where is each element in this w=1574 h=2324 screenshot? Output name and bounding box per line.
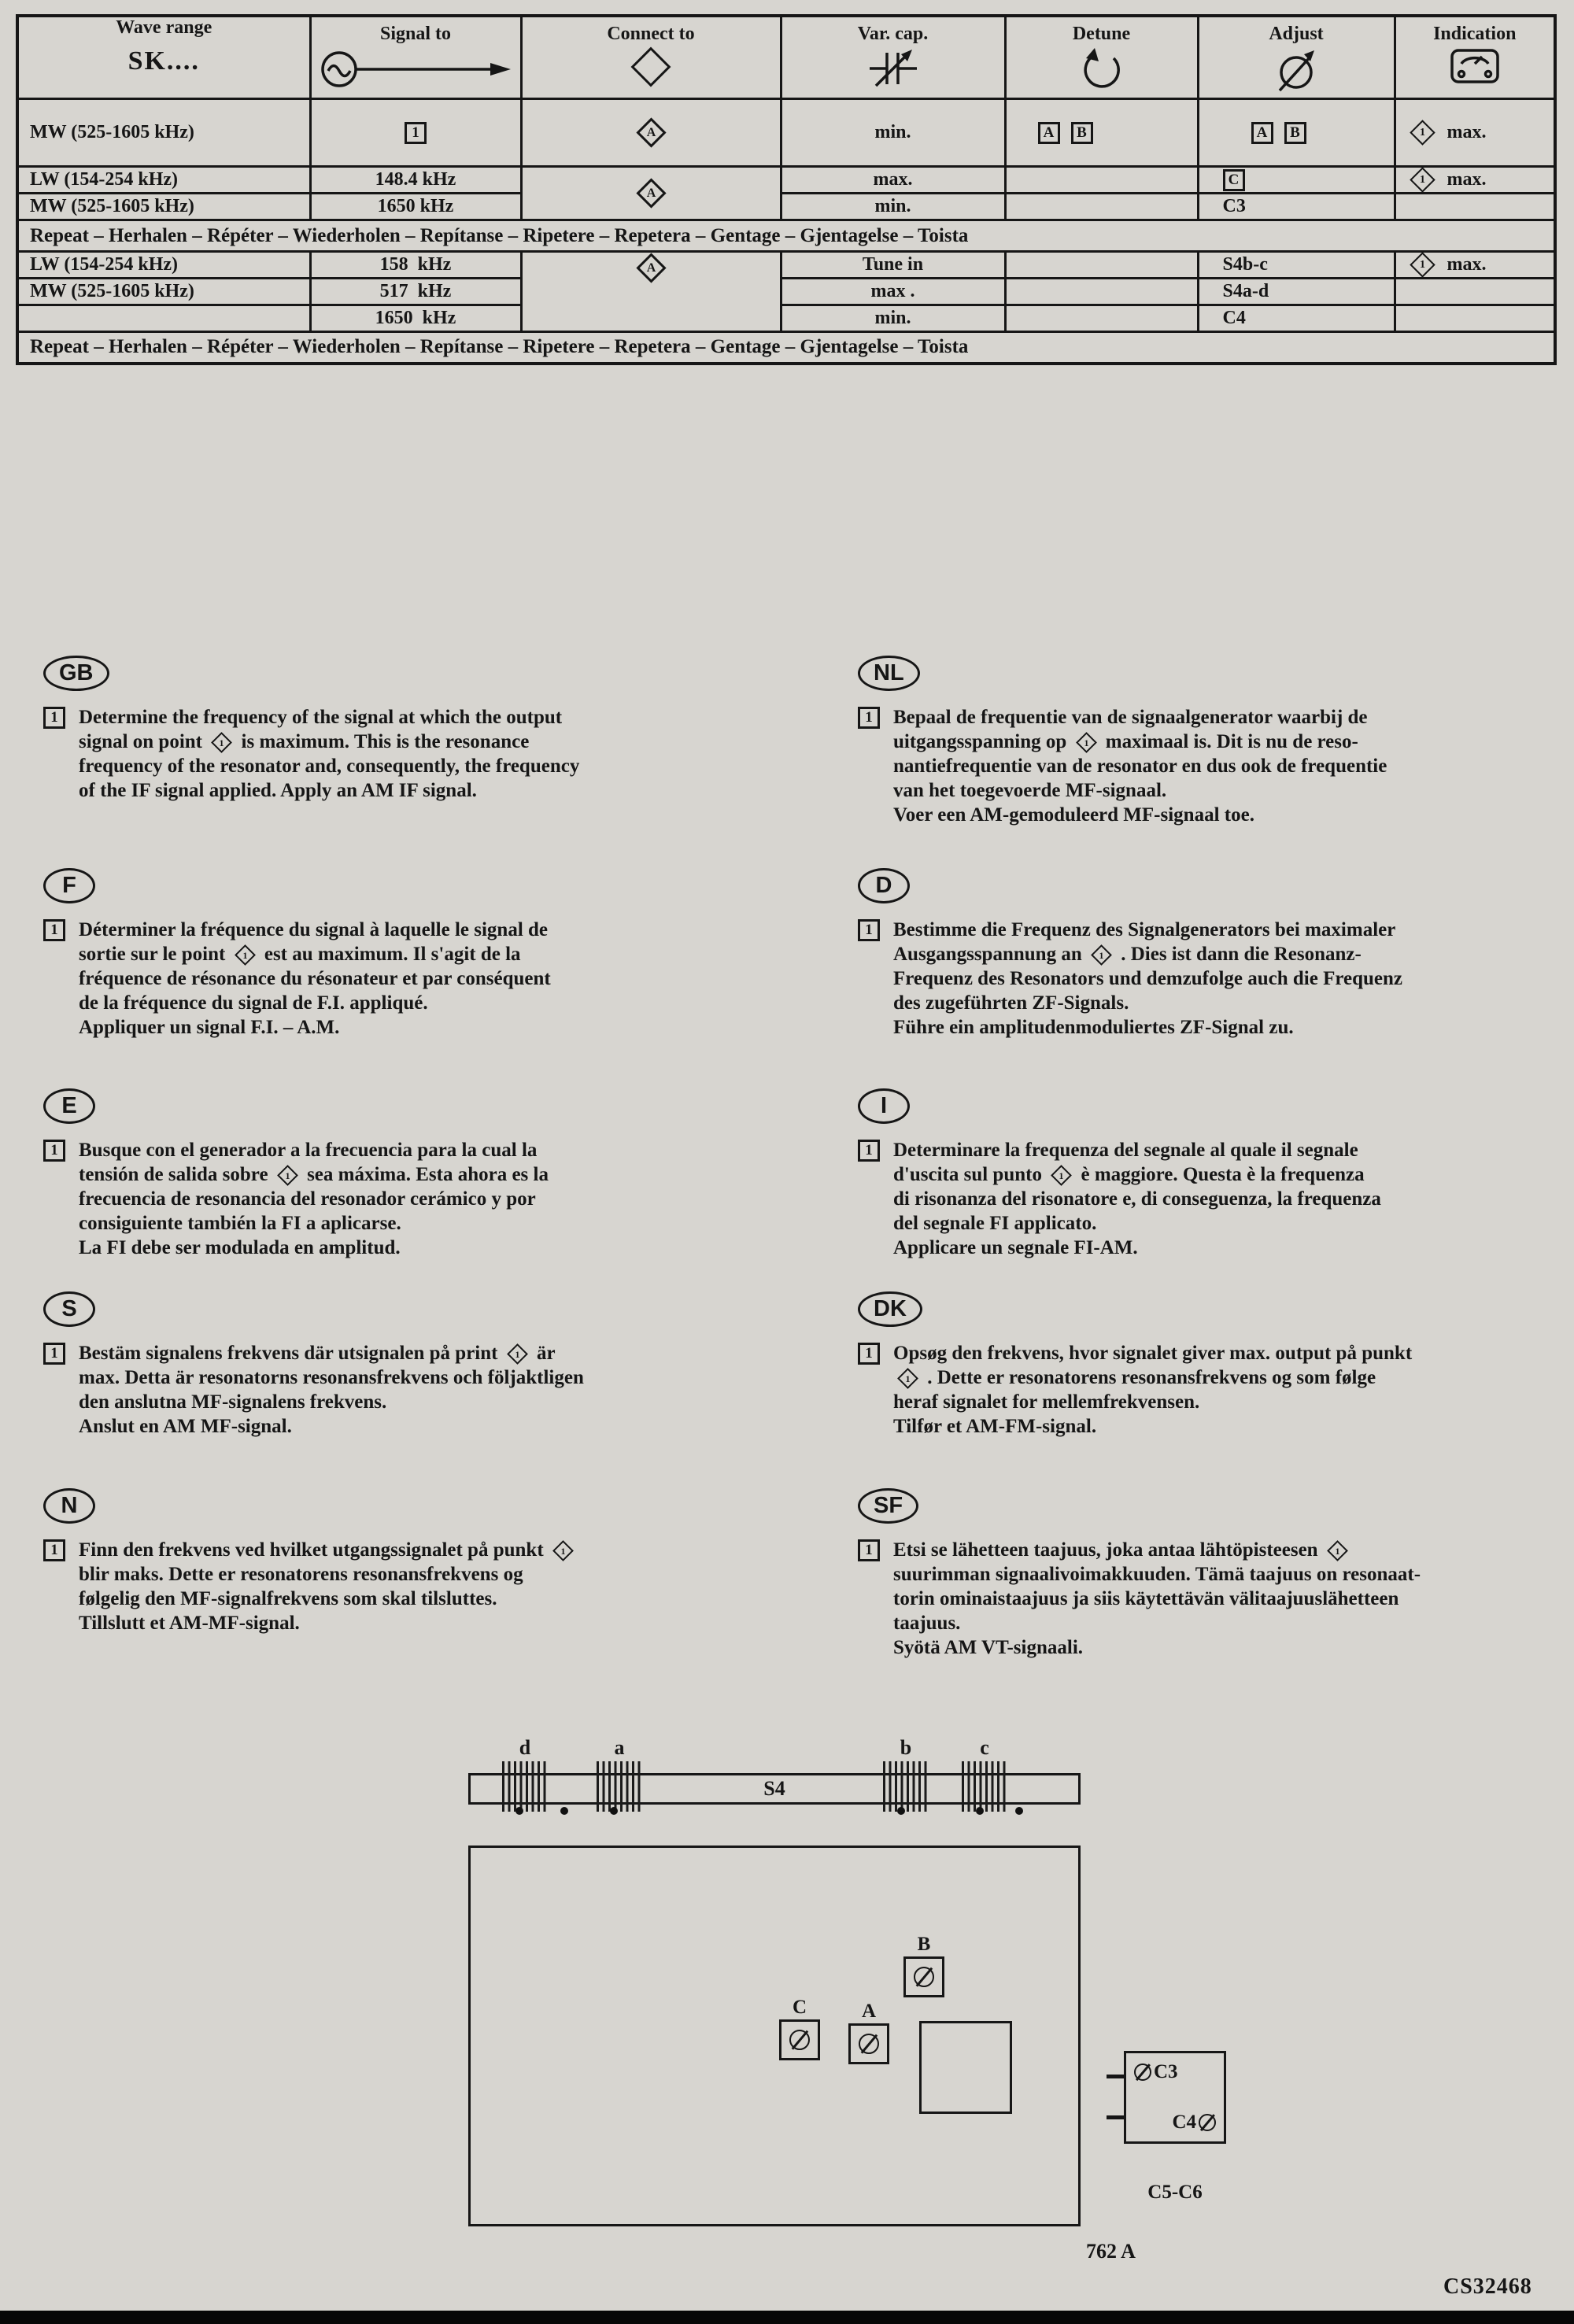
indication-cell: 1 max. xyxy=(1395,167,1555,194)
language-badge: N xyxy=(43,1488,95,1524)
section-sf xyxy=(858,1488,1566,1660)
instruction-text: Opsøg den frekvens, hvor signalet giver max. output på punkt 1 . Dette er resonatorens resonansfrekvens og som følge heraf signalet for mellemfrekvensen. Tilfør et AM-FM-signal. xyxy=(893,1343,1413,1437)
instruction-text: Bestimme die Frequenz des Signalgenerators bei maximaler Ausgangsspannung an 1 . Dies ist dann die Resonanz- Frequenz des Resonators und demzufolge auch die Frequenz des zugeführten ZF-Signals. Führe ein amplitudenmoduliertes ZF-Signal zu. xyxy=(893,919,1402,1038)
boxed-number: 1 xyxy=(405,122,427,144)
trimmer-b xyxy=(903,1934,944,1997)
varcap-cell: max . xyxy=(781,279,1005,305)
adjust-cell xyxy=(1198,167,1395,194)
connect-cell xyxy=(521,252,781,332)
step-number: 1 xyxy=(43,707,65,729)
diamond-1-icon: 1 xyxy=(1051,1165,1072,1186)
diamond-icon xyxy=(631,47,671,87)
repeat-text: Repeat – Herhalen – Répéter – Wiederholen – Repítanse – Ripetere – Repetera – Gentage – Gjentagelse – Toista xyxy=(17,332,1555,364)
section-f xyxy=(43,868,858,1088)
trimmer-box xyxy=(848,2023,889,2064)
wave-cell xyxy=(17,305,310,332)
trimmer-symbol-icon xyxy=(914,1967,934,1987)
boxed-letter: C xyxy=(1223,169,1245,191)
instruction-text: Etsi se lähetteen taajuus, joka antaa lähtöpisteesen 1 suurimman signaalivoimakkuuden. Tämä taajuus on resonaat- torin ominaistaajuus ja siis käytettävän välitaajuuslähetteen taajuus. Syötä AM VT-signaali. xyxy=(893,1539,1421,1658)
c3-row xyxy=(1134,2061,1216,2083)
signal-cell: 148.4 kHz xyxy=(310,167,521,194)
alignment-table xyxy=(16,14,1557,365)
trimmer-box xyxy=(779,2019,820,2060)
step-number: 1 xyxy=(43,1343,65,1365)
header-signal-to: Signal to xyxy=(310,16,521,99)
coil-winding xyxy=(883,1761,929,1812)
scan-edge-strip xyxy=(0,2311,1574,2324)
diamond-1-icon: 1 xyxy=(211,732,232,753)
header-wave-range xyxy=(17,16,310,99)
wave-range-label: Wave range xyxy=(116,17,212,38)
varcap-cell: min. xyxy=(781,99,1005,167)
trimmer-symbol-icon xyxy=(1134,2064,1151,2081)
language-badge: DK xyxy=(858,1291,922,1327)
header-adjust: Adjust xyxy=(1198,16,1395,99)
indication-cell xyxy=(1395,305,1555,332)
instruction-text: Bestäm signalens frekvens där utsignalen på print 1 är max. Detta är resonatorns resonansfrekvens och följaktligen den anslutna MF-signalens frekvens. Anslut en AM MF-signal. xyxy=(79,1343,584,1437)
trimmer-a xyxy=(848,2001,889,2064)
trimmer-symbol-icon xyxy=(1199,2114,1216,2131)
section-s xyxy=(43,1291,858,1488)
instruction-text: Finn den frekvens ved hvilket utgangssignalet på punkt 1 blir maks. Dette er resonatorens resonansfrekvens og følgelig den MF-signalfrekvens som skal tilsluttes. Tillslutt et AM-MF-signal. xyxy=(79,1538,578,1635)
solder-dot xyxy=(560,1807,568,1815)
step-number: 1 xyxy=(858,1140,880,1162)
language-sections xyxy=(43,656,1566,1660)
diamond-a-icon: A xyxy=(636,118,666,148)
instruction-text: Déterminer la fréquence du signal à laquelle le signal de sortie sur le point 1 est au maximum. Il s'agit de la fréquence de résonance du résonateur et par conséquent de la fréquence du signal de F.I. appliqué. Appliquer un signal F.I. – A.M. xyxy=(79,919,551,1038)
diamond-1-icon: 1 xyxy=(1091,944,1112,966)
winding-label-b: b xyxy=(900,1736,912,1759)
solder-dot xyxy=(976,1807,984,1815)
variable-capacitor-icon xyxy=(782,48,1004,94)
instruction-text: Busque con el generador a la frecuencia para la cual la tensión de salida sobre 1 sea máxima. Esta ahora es la frecuencia de resonancia del resonador cerámico y por consiguiente también la FI a aplicarse. La FI debe ser modulada en amplitud. xyxy=(79,1140,549,1258)
table-row xyxy=(17,252,1555,279)
step-number: 1 xyxy=(43,1140,65,1162)
header-connect-to: Connect to xyxy=(521,16,781,99)
solder-dot xyxy=(610,1807,618,1815)
indication-cell: 1 max. xyxy=(1395,252,1555,279)
winding-label-d: d xyxy=(519,1736,531,1759)
coil-winding xyxy=(502,1761,548,1812)
boxed-letter: A xyxy=(1251,122,1273,144)
cap-label: C4 xyxy=(1172,2112,1196,2133)
wave-cell: LW (154-254 kHz) xyxy=(17,252,310,279)
trimmer-label: C xyxy=(792,1997,807,2018)
trimmer-label: A xyxy=(861,2001,877,2022)
trimmer-box xyxy=(903,1956,944,1997)
step-number: 1 xyxy=(43,1539,65,1561)
solder-dot xyxy=(1015,1807,1023,1815)
language-badge: F xyxy=(43,868,95,903)
diamond-1-icon: 1 xyxy=(1410,252,1435,278)
trimmer-label: B xyxy=(917,1934,931,1955)
diamond-1-icon: 1 xyxy=(235,944,256,966)
detune-cell xyxy=(1005,279,1198,305)
cap-pair-label: C5-C6 xyxy=(1147,2182,1203,2203)
wave-cell: MW (525-1605 kHz) xyxy=(17,99,310,167)
detune-cell xyxy=(1005,305,1198,332)
varcap-cell: min. xyxy=(781,305,1005,332)
detune-cell xyxy=(1005,167,1198,194)
signal-cell: 1650 kHz xyxy=(310,194,521,220)
table-row xyxy=(17,194,1555,220)
repeat-text: Repeat – Herhalen – Répéter – Wiederholen – Repítanse – Ripetere – Repetera – Gentage – Gjentagelse – Toista xyxy=(17,220,1555,252)
adjust-cell: C4 xyxy=(1198,305,1395,332)
wave-cell: LW (154-254 kHz) xyxy=(17,167,310,194)
indication-cell: 1 max. xyxy=(1395,99,1555,167)
diamond-1-icon: 1 xyxy=(507,1343,528,1365)
boxed-letter: B xyxy=(1071,122,1093,144)
detune-cell xyxy=(1005,252,1198,279)
section-e xyxy=(43,1088,858,1291)
connector-tab xyxy=(1107,2075,1125,2078)
header-var-cap: Var. cap. xyxy=(781,16,1005,99)
diamond-1-icon: 1 xyxy=(1410,120,1435,146)
component-outline xyxy=(919,2021,1012,2114)
section-n xyxy=(43,1488,858,1660)
c3-c4-block xyxy=(1124,2051,1226,2144)
table-row xyxy=(17,279,1555,305)
diamond-1-icon: 1 xyxy=(277,1165,298,1186)
adjust-cell: S4b-c xyxy=(1198,252,1395,279)
winding-label-a: a xyxy=(614,1736,625,1759)
section-gb xyxy=(43,656,858,868)
wave-cell: MW (525-1605 kHz) xyxy=(17,279,310,305)
meter-icon xyxy=(1396,48,1554,90)
language-badge: D xyxy=(858,868,910,903)
signal-cell: 517 kHz xyxy=(310,279,521,305)
solder-dot xyxy=(515,1807,523,1815)
section-dk xyxy=(858,1291,1566,1488)
board-reference: 762 A xyxy=(1086,2240,1136,2263)
step-number: 1 xyxy=(858,1539,880,1561)
coil-winding xyxy=(597,1761,642,1812)
header-detune: Detune xyxy=(1005,16,1198,99)
varcap-cell: max. xyxy=(781,167,1005,194)
diamond-1-icon: 1 xyxy=(552,1540,574,1561)
table-row xyxy=(17,167,1555,194)
trimmer-symbol-icon xyxy=(789,2030,810,2050)
step-number: 1 xyxy=(858,1343,880,1365)
table-row xyxy=(17,99,1555,167)
signal-cell xyxy=(310,99,521,167)
table-row xyxy=(17,305,1555,332)
repeat-row xyxy=(17,220,1555,252)
diamond-a-icon: A xyxy=(636,253,666,283)
connect-cell xyxy=(521,167,781,220)
adjust-cell: C3 xyxy=(1198,194,1395,220)
winding-label-c: c xyxy=(980,1736,989,1759)
connector-tab xyxy=(1107,2115,1125,2119)
diamond-a-icon: A xyxy=(636,179,666,209)
c4-row xyxy=(1134,2112,1216,2134)
language-badge: I xyxy=(858,1088,910,1124)
rotate-arrow-icon xyxy=(1007,48,1197,94)
connect-cell xyxy=(521,99,781,167)
boxed-letter: B xyxy=(1284,122,1306,144)
section-d xyxy=(858,868,1566,1088)
document-code: CS32468 xyxy=(1443,2274,1532,2299)
cap-label: C3 xyxy=(1154,2061,1178,2082)
language-badge: GB xyxy=(43,656,109,691)
step-number: 1 xyxy=(858,919,880,941)
step-number: 1 xyxy=(43,919,65,941)
detune-cell xyxy=(1005,194,1198,220)
signal-cell: 158 kHz xyxy=(310,252,521,279)
varcap-cell: min. xyxy=(781,194,1005,220)
coil-winding xyxy=(962,1761,1007,1812)
diamond-1-icon: 1 xyxy=(1410,167,1435,193)
trimmer-adjust-icon xyxy=(1199,48,1394,98)
signal-generator-icon xyxy=(312,48,520,96)
detune-cell xyxy=(1005,99,1198,167)
varcap-cell: Tune in xyxy=(781,252,1005,279)
adjust-cell: S4a-d xyxy=(1198,279,1395,305)
section-i xyxy=(858,1088,1566,1291)
language-badge: S xyxy=(43,1291,95,1327)
instruction-text: Determine the frequency of the signal at which the output signal on point 1 is maximum. This is the resonance frequency of the resonator and, consequently, the frequency of the IF signal applied. Apply an AM IF signal. xyxy=(79,707,580,801)
boxed-letter: A xyxy=(1038,122,1060,144)
instruction-text: Determinare la frequenza del segnale al quale il segnale d'uscita sul punto 1 è maggiore. Questa è la frequenza di risonanza del risonatore e, di conseguenza, la frequenza del segnale FI applicato. Applicare un segnale FI-AM. xyxy=(893,1140,1381,1258)
solder-dot xyxy=(897,1807,905,1815)
instruction-text: Bepaal de frequentie van de signaalgenerator waarbij de uitgangsspanning op 1 maximaal is. Dit is nu de reso- nantiefrequentie van de resonator en dus ook de frequentie van het toegevoerde MF-signaal. Voer een AM-gemoduleerd MF-signaal toe. xyxy=(893,707,1387,826)
coil-label: S4 xyxy=(763,1777,785,1800)
indication-cell xyxy=(1395,194,1555,220)
section-nl xyxy=(858,656,1566,868)
diamond-1-icon: 1 xyxy=(897,1368,918,1389)
diamond-1-icon: 1 xyxy=(1076,732,1097,753)
header-indication: Indication xyxy=(1395,16,1555,99)
indication-cell xyxy=(1395,279,1555,305)
signal-cell: 1650 kHz xyxy=(310,305,521,332)
adjust-cell xyxy=(1198,99,1395,167)
repeat-row xyxy=(17,332,1555,364)
step-number: 1 xyxy=(858,707,880,729)
wave-cell: MW (525-1605 kHz) xyxy=(17,194,310,220)
chassis-code: SK.... xyxy=(127,46,200,76)
language-badge: NL xyxy=(858,656,920,691)
language-badge: E xyxy=(43,1088,95,1124)
trimmer-symbol-icon xyxy=(859,2034,879,2054)
language-badge: SF xyxy=(858,1488,918,1524)
diamond-1-icon: 1 xyxy=(1327,1540,1348,1561)
trimmer-c xyxy=(779,1997,820,2060)
